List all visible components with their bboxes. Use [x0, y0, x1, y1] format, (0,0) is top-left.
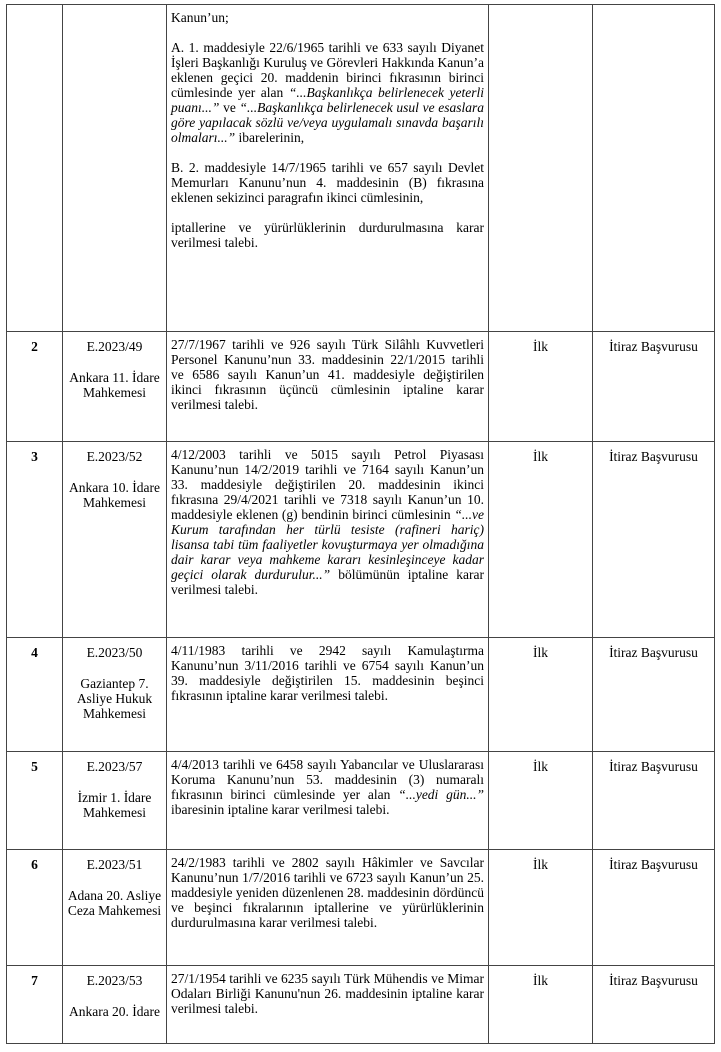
- request-text: 24/2/1983 tarihli ve 2802 sayılı Hâkimler ve Savcılar Kanunu’nun 1/7/2016 tarihli ve 6723 sayılı Kanun’un 25. maddesiyle yeniden düzenlenen 28. maddesinin dördüncü ve beşinci fıkralarının iptallerine ve yürürlüklerinin durdurulmasına karar verilmesi talebi.: [171, 855, 484, 930]
- text-paragraph-b: B. 2. maddesiyle 14/7/1965 tarihli ve 657 sayılı Devlet Memurları Kanunu’nun 4. maddesinin (B) fıkrasına eklenen sekizinci paragrafın ikinci cümlesinin,: [171, 160, 484, 205]
- type-cell: İtiraz Başvurusu: [593, 332, 715, 442]
- file-number: E.2023/53: [86, 973, 143, 988]
- court-cell: [63, 752, 167, 850]
- applications-table: [6, 4, 715, 1044]
- request-text: ibaresinin iptaline karar verilmesi talebi.: [171, 802, 390, 817]
- table-row-continued: [7, 5, 715, 332]
- quoted-phrase: “...Başkanlıkça belirlenecek yeterli puanı...”: [171, 85, 484, 115]
- quoted-phrase: “...Başkanlıkça belirlenecek usul ve esaslara göre yapılacak sözlü ve/veya uygulamalı sınavda başarılı olmaları...”: [171, 100, 484, 145]
- request-text-cell: [167, 752, 489, 850]
- request-text-cell: [167, 850, 489, 966]
- row-number: 5: [7, 752, 63, 850]
- file-number: E.2023/51: [86, 857, 143, 872]
- stage-cell: İlk: [489, 752, 593, 850]
- court-cell: [63, 966, 167, 1044]
- request-text-cell: [167, 638, 489, 752]
- text-paragraph-a: [171, 40, 484, 145]
- stage-cell: [489, 5, 593, 332]
- request-text-cell: [167, 442, 489, 638]
- type-cell: İtiraz Başvurusu: [593, 442, 715, 638]
- table-row: [7, 752, 715, 850]
- file-number: E.2023/50: [86, 645, 143, 660]
- row-number: 3: [7, 442, 63, 638]
- request-text-cell: [167, 332, 489, 442]
- table-row: [7, 966, 715, 1044]
- request-text: 27/7/1967 tarihli ve 926 sayılı Türk Silâhlı Kuvvetleri Personel Kanunu’nun 33. maddesinin 22/1/2015 tarihli ve 6586 sayılı Kanun’un 41. maddesiyle değiştirilen ikinci fıkrasının üçüncü cümlesinin iptaline karar verilmesi talebi.: [171, 337, 484, 412]
- court-cell: [63, 442, 167, 638]
- court-name: Ankara 20. İdare: [68, 1004, 161, 1019]
- file-number: E.2023/57: [86, 759, 143, 774]
- table-row: [7, 638, 715, 752]
- type-cell: İtiraz Başvurusu: [593, 752, 715, 850]
- text-paragraph: Kanun’un;: [171, 10, 229, 25]
- court-name: Ankara 11. İdare Mahkemesi: [69, 370, 160, 400]
- stage-cell: İlk: [489, 638, 593, 752]
- quoted-phrase: “...yedi gün...”: [398, 787, 484, 802]
- court-cell: [63, 850, 167, 966]
- request-text: 4/11/1983 tarihli ve 2942 sayılı Kamulaştırma Kanunu’nun 3/11/2016 tarihli ve 6754 sayılı Kanun’un 39. maddesiyle değiştirilen 15. maddesinin beşinci fıkrasının iptaline karar verilmesi talebi.: [171, 643, 484, 703]
- row-number: 4: [7, 638, 63, 752]
- type-cell: İtiraz Başvurusu: [593, 850, 715, 966]
- stage-cell: İlk: [489, 850, 593, 966]
- court-name: Adana 20. Asliye Ceza Mahkemesi: [67, 888, 162, 918]
- type-cell: İtiraz Başvurusu: [593, 966, 715, 1044]
- table-row: [7, 850, 715, 966]
- court-name: Gaziantep 7. Asliye Hukuk Mahkemesi: [76, 676, 153, 721]
- quoted-phrase: “...ve Kurum tarafından her türlü tesiste (rafineri hariç) lisansa tabi tüm faaliyetler kovuşturmaya yer olmadığına dair karar veya mahkeme kararı kesinleşinceye kadar geçici olarak durdurulur...”: [171, 507, 484, 582]
- stage-cell: İlk: [489, 966, 593, 1044]
- request-text: 4/12/2003 tarihli ve 5015 sayılı Petrol Piyasası Kanunu’nun 14/2/2019 tarihli ve 7164 sayılı Kanun’un 33. maddesiyle değiştirilen 20. maddesinin ikinci fıkrasına 29/4/2021 tarihli ve 7318 sayılı Kanun’un 10. maddesiyle eklenen (g) bendinin birinci cümlesinin: [171, 447, 484, 522]
- request-text: 27/1/1954 tarihli ve 6235 sayılı Türk Mühendis ve Mimar Odaları Birliği Kanunu'nun 26. maddesinin iptaline karar verilmesi talebi.: [171, 971, 484, 1016]
- row-number: 6: [7, 850, 63, 966]
- stage-cell: İlk: [489, 442, 593, 638]
- table-row: [7, 442, 715, 638]
- type-cell: İtiraz Başvurusu: [593, 638, 715, 752]
- court-name: İzmir 1. İdare Mahkemesi: [77, 790, 152, 820]
- text-span: ibarelerinin,: [235, 130, 305, 145]
- court-cell: [63, 5, 167, 332]
- court-cell: [63, 332, 167, 442]
- court-cell: [63, 638, 167, 752]
- type-cell: [593, 5, 715, 332]
- file-number: E.2023/52: [86, 449, 143, 464]
- court-name: Ankara 10. İdare Mahkemesi: [68, 480, 161, 510]
- file-number: E.2023/49: [86, 339, 143, 354]
- table-row: [7, 332, 715, 442]
- request-text: bölümünün iptaline karar verilmesi talebi.: [171, 567, 484, 597]
- row-number-cell: [7, 5, 63, 332]
- text-paragraph-c: iptallerine ve yürürlüklerinin durdurulmasına karar verilmesi talebi.: [171, 220, 484, 250]
- request-text-cell: [167, 966, 489, 1044]
- stage-cell: İlk: [489, 332, 593, 442]
- text-span: ve: [219, 100, 240, 115]
- row-number: 2: [7, 332, 63, 442]
- text-span: A. 1. maddesiyle 22/6/1965 tarihli ve 633 sayılı Diyanet İşleri Başkanlığı Kuruluş ve Görevleri Hakkında Kanun’a eklenen geçici 20. maddenin birinci fıkrasının birinci cümlesinde yer alan: [171, 40, 484, 100]
- request-text: 4/4/2013 tarihli ve 6458 sayılı Yabancılar ve Uluslararası Koruma Kanunu’nun 53. maddesinin (3) numaralı fıkrasının birinci cümlesinde yer alan: [171, 757, 484, 802]
- request-text-cell: [167, 5, 489, 332]
- row-number: 7: [7, 966, 63, 1044]
